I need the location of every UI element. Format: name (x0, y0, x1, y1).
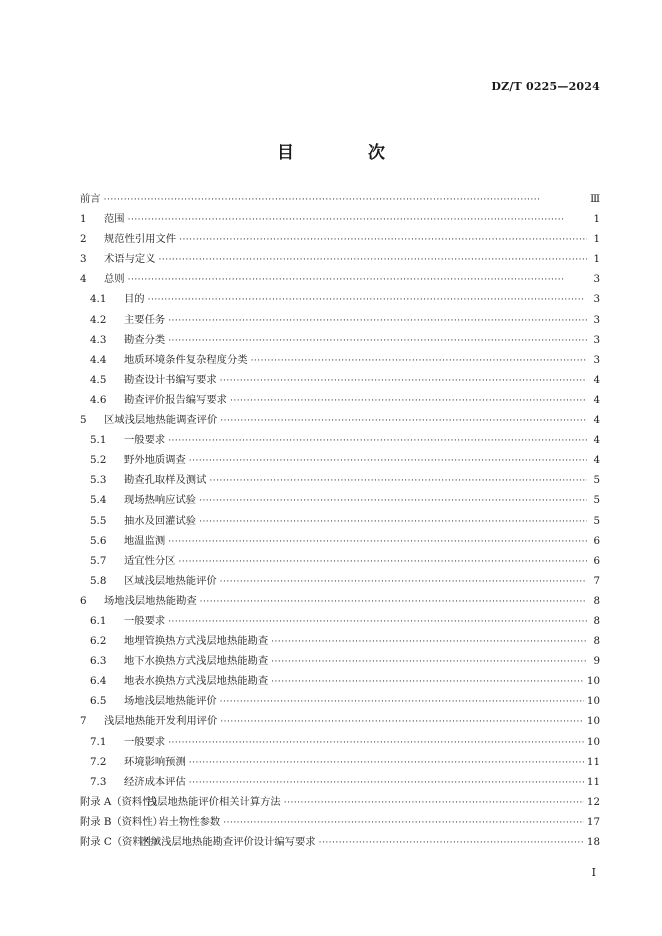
toc-entry-page: 5 (593, 474, 600, 487)
toc-entry-number: 5.1 (90, 434, 107, 447)
toc-entry-number: 4 (80, 273, 87, 286)
toc-entry-label: 现场热响应试验 (124, 494, 197, 507)
toc-entry[interactable] (80, 431, 600, 451)
toc-entry-page: 8 (593, 635, 600, 648)
toc-entry[interactable] (80, 532, 600, 552)
toc-leader-dots (220, 577, 587, 587)
toc-entry-number: 附录 A（资料性） (80, 795, 163, 808)
toc-entry-label: 野外地质调查 (124, 454, 186, 467)
toc-leader-dots (128, 275, 587, 285)
toc-entry-number: 4.1 (90, 293, 107, 306)
toc-entry-page: 4 (593, 393, 600, 406)
toc-entry-number: 6 (80, 594, 87, 607)
toc-entry-label: 区域浅层地热能勘查评价设计编写要求 (140, 836, 316, 848)
toc-entry-label: 勘查设计书编写要求 (124, 373, 217, 386)
toc-entry-number: 5.2 (90, 454, 107, 467)
toc-leader-dots (178, 557, 587, 567)
toc-entry-number: 3 (80, 253, 87, 266)
toc-entry[interactable] (80, 813, 600, 833)
toc-entry-page: 10 (586, 735, 600, 748)
toc-entry[interactable] (80, 391, 600, 411)
toc-entry-label: 主要任务 (124, 313, 166, 326)
toc-entry-label: 场地浅层地热能评价 (124, 695, 217, 708)
page-title: 目 次 (277, 143, 419, 163)
toc-entry-label: 总则 (104, 273, 125, 286)
toc-entry-label: 规范性引用文件 (104, 233, 177, 246)
toc-leader-dots (148, 295, 587, 305)
toc-entry-page: 11 (586, 755, 600, 768)
toc-leader-dots (230, 396, 587, 406)
toc-entry-page: 3 (593, 293, 600, 306)
toc-entry[interactable] (80, 672, 600, 692)
toc-leader-dots (271, 677, 584, 687)
toc-entry[interactable] (80, 652, 600, 672)
toc-entry-label: 经济成本评估 (124, 775, 186, 788)
toc-entry-label: 地下水换热方式浅层地热能勘查 (124, 655, 269, 668)
toc-leader-dots (168, 537, 587, 547)
toc-entry[interactable] (80, 692, 600, 712)
table-of-contents (80, 190, 600, 853)
toc-entry-label: 一般要求 (124, 614, 166, 627)
toc-entry-page: 4 (593, 454, 600, 467)
toc-entry-number: 7.2 (90, 755, 107, 768)
toc-entry-number: 6.3 (90, 655, 107, 668)
toc-entry-label: 浅层地热能评价相关计算方法 (146, 795, 281, 808)
toc-entry-label: 区域浅层地热能调查评价 (104, 414, 218, 427)
toc-entry-page: 1 (593, 213, 600, 226)
toc-entry[interactable] (80, 190, 600, 210)
toc-entry-page: 12 (586, 795, 600, 808)
toc-entry-number: 6.4 (90, 675, 107, 688)
toc-entry[interactable] (80, 712, 600, 732)
toc-leader-dots (220, 697, 584, 707)
toc-entry[interactable] (80, 552, 600, 572)
toc-leader-dots (168, 617, 587, 627)
toc-entry-page: 1 (593, 233, 600, 246)
toc-entry[interactable] (80, 512, 600, 532)
toc-entry-number: 7.1 (90, 735, 107, 748)
toc-entry[interactable] (80, 311, 600, 331)
toc-entry-page: Ⅲ (590, 193, 600, 205)
toc-entry-number: 5 (80, 414, 87, 427)
toc-entry-number: 6.1 (90, 614, 107, 627)
toc-entry-page: 10 (586, 675, 600, 688)
toc-entry-page: 4 (593, 434, 600, 447)
toc-entry-page: 6 (593, 554, 600, 567)
toc-entry-number: 5.6 (90, 534, 107, 547)
toc-leader-dots (158, 255, 587, 265)
toc-entry-number: 5.5 (90, 514, 107, 527)
toc-entry-page: 10 (586, 715, 600, 728)
toc-entry-number: 6.2 (90, 635, 107, 648)
toc-leader-dots (189, 758, 584, 768)
toc-entry-number: 1 (80, 213, 87, 226)
toc-leader-dots (189, 456, 587, 466)
toc-leader-dots (168, 316, 587, 326)
toc-entry-label: 适宜性分区 (124, 554, 176, 567)
toc-entry-label: 抽水及回灌试验 (124, 514, 197, 527)
toc-entry-label: 一般要求 (124, 434, 166, 447)
toc-entry[interactable] (80, 351, 600, 371)
toc-entry-page: 8 (593, 614, 600, 627)
toc-entry[interactable] (80, 572, 600, 592)
toc-entry-page: 6 (593, 534, 600, 547)
toc-entry-page: 3 (593, 353, 600, 366)
toc-entry-label: 范围 (104, 213, 125, 226)
toc-leader-dots (104, 195, 587, 205)
toc-entry-page: 7 (593, 574, 600, 587)
toc-entry-label: 勘查评价报告编写要求 (124, 393, 227, 406)
toc-entry[interactable] (80, 270, 600, 290)
toc-leader-dots (168, 738, 584, 748)
toc-leader-dots (179, 235, 587, 245)
toc-entry-number: 附录 B（资料性） (80, 815, 163, 828)
toc-entry-page: 3 (593, 313, 600, 326)
document-code: DZ/T 0225—2024 (491, 80, 600, 93)
toc-entry-label: 前言 (80, 193, 101, 205)
toc-entry[interactable] (80, 331, 600, 351)
toc-entry[interactable] (80, 290, 600, 310)
toc-leader-dots (220, 717, 584, 727)
toc-entry-number: 4.5 (90, 373, 107, 386)
toc-entry-number: 4.3 (90, 333, 107, 346)
toc-entry-number: 5.8 (90, 574, 107, 587)
toc-leader-dots (199, 517, 587, 527)
toc-entry-number: 7.3 (90, 775, 107, 788)
toc-entry-label: 一般要求 (124, 735, 166, 748)
toc-entry-label: 勘查孔取样及测试 (124, 474, 207, 487)
toc-entry-page: 9 (593, 655, 600, 668)
toc-entry[interactable] (80, 632, 600, 652)
toc-entry[interactable] (80, 471, 600, 491)
toc-entry-page: 17 (586, 815, 600, 828)
toc-entry[interactable] (80, 491, 600, 511)
toc-entry[interactable] (80, 230, 600, 250)
toc-entry-number: 7 (80, 715, 87, 728)
toc-entry-number: 4.6 (90, 393, 107, 406)
toc-entry-number: 6.5 (90, 695, 107, 708)
toc-entry-label: 浅层地热能开发利用评价 (104, 715, 218, 728)
toc-leader-dots (220, 416, 587, 426)
toc-entry[interactable] (80, 733, 600, 753)
toc-entry-page: 5 (593, 494, 600, 507)
toc-entry[interactable] (80, 833, 600, 853)
toc-entry-number: 2 (80, 233, 87, 246)
toc-leader-dots (189, 778, 584, 788)
toc-entry[interactable] (80, 210, 600, 230)
toc-entry-page: 5 (593, 514, 600, 527)
toc-leader-dots (200, 597, 587, 607)
toc-entry-label: 岩土物性参数 (158, 815, 221, 828)
toc-entry[interactable] (80, 411, 600, 431)
toc-leader-dots (168, 436, 587, 446)
toc-entry[interactable] (80, 592, 600, 612)
toc-entry-number: 5.3 (90, 474, 107, 487)
toc-leader-dots (199, 496, 587, 506)
toc-leader-dots (220, 376, 587, 386)
toc-leader-dots (251, 356, 587, 366)
toc-entry-label: 场地浅层地热能勘查 (104, 594, 197, 607)
toc-entry-label: 地温监测 (124, 534, 166, 547)
toc-entry-label: 勘查分类 (124, 333, 166, 346)
toc-entry-page: 1 (593, 253, 600, 266)
toc-entry-number: 4.2 (90, 313, 107, 326)
toc-entry-page: 18 (586, 836, 600, 848)
toc-leader-dots (209, 476, 587, 486)
toc-leader-dots (319, 838, 584, 848)
toc-entry[interactable] (80, 773, 600, 793)
toc-entry-number: 5.4 (90, 494, 107, 507)
toc-leader-dots (271, 637, 587, 647)
toc-entry-page: 11 (586, 775, 600, 788)
toc-entry-label: 目的 (124, 293, 145, 306)
toc-entry-page: 3 (593, 333, 600, 346)
toc-leader-dots (128, 215, 587, 225)
toc-entry[interactable] (80, 250, 600, 270)
toc-entry[interactable] (80, 371, 600, 391)
toc-entry-label: 地表水换热方式浅层地热能勘查 (124, 675, 269, 688)
toc-entry-page: 10 (586, 695, 600, 708)
toc-entry-label: 环境影响预测 (124, 755, 186, 768)
toc-entry-label: 术语与定义 (104, 253, 156, 266)
toc-entry[interactable] (80, 793, 600, 813)
toc-entry-page: 4 (593, 414, 600, 427)
toc-entry-label: 区域浅层地热能评价 (124, 574, 217, 587)
page-number: I (591, 866, 596, 879)
toc-entry-number: 附录 C（资料性） (80, 836, 164, 848)
toc-leader-dots (223, 818, 584, 828)
toc-entry-number: 4.4 (90, 353, 107, 366)
toc-entry-number: 5.7 (90, 554, 107, 567)
toc-entry-page: 3 (593, 273, 600, 286)
toc-leader-dots (168, 336, 587, 346)
toc-entry[interactable] (80, 612, 600, 632)
toc-entry-label: 地埋管换热方式浅层地热能勘查 (124, 635, 269, 648)
toc-entry[interactable] (80, 451, 600, 471)
toc-leader-dots (284, 798, 584, 808)
toc-entry-label: 地质环境条件复杂程度分类 (124, 353, 248, 366)
toc-entry-page: 8 (593, 594, 600, 607)
toc-entry[interactable] (80, 753, 600, 773)
toc-leader-dots (271, 657, 587, 667)
toc-entry-page: 4 (593, 373, 600, 386)
